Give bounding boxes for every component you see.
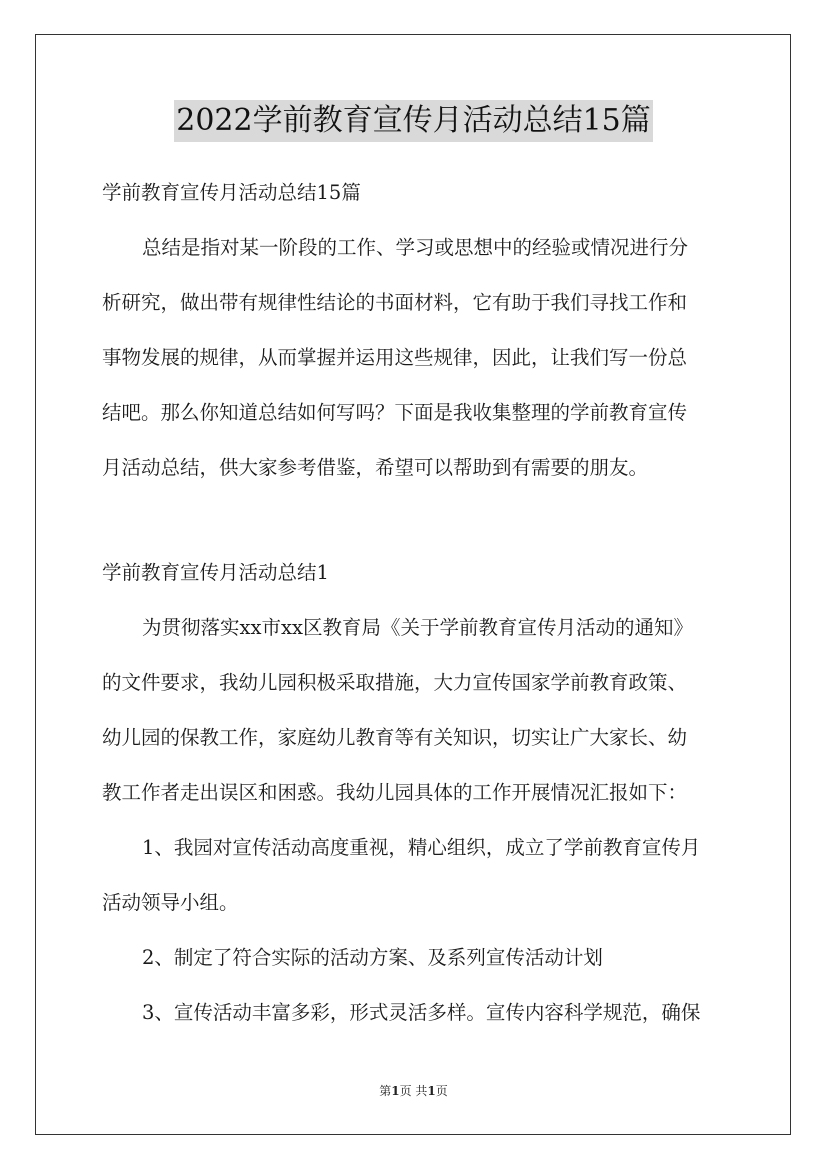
- intro-line: 事物发展的规律，从而掌握并运用这些规律，因此，让我们写一份总: [102, 346, 688, 369]
- paragraph-gap: [102, 495, 726, 545]
- section-line: 为贯彻落实xx市xx区教育局《关于学前教育宣传月活动的通知》: [142, 616, 693, 639]
- page-prefix: 第: [379, 1084, 392, 1098]
- document-body: [102, 165, 726, 1040]
- list-item-line: 1、我园对宣传活动高度重视，精心组织，成立了学前教育宣传月: [142, 836, 701, 859]
- title-container: [0, 100, 827, 142]
- document-subtitle: 学前教育宣传月活动总结15篇: [102, 181, 361, 204]
- list-item-line: 2、制定了符合实际的活动方案、及系列宣传活动计划: [142, 946, 603, 969]
- section-line: 教工作者走出误区和困惑。我幼儿园具体的工作开展情况汇报如下：: [102, 781, 688, 804]
- document-title: 2022学前教育宣传月活动总结15篇: [174, 100, 653, 142]
- page-suffix: 页: [435, 1084, 448, 1098]
- intro-line: 结吧。那么你知道总结如何写吗？下面是我收集整理的学前教育宣传: [102, 401, 688, 424]
- section-line: 的文件要求，我幼儿园积极采取措施，大力宣传国家学前教育政策、: [102, 671, 688, 694]
- page-total: 1: [427, 1084, 436, 1098]
- list-item-line: 活动领导小组。: [102, 891, 239, 914]
- page-mid: 页 共: [399, 1084, 428, 1098]
- section-line: 幼儿园的保教工作，家庭幼儿教育等有关知识，切实让广大家长、幼: [102, 726, 688, 749]
- section-heading: 学前教育宣传月活动总结1: [102, 561, 329, 584]
- intro-line: 析研究，做出带有规律性结论的书面材料，它有助于我们寻找工作和: [102, 291, 688, 314]
- page-footer: [0, 1082, 827, 1100]
- page-current: 1: [391, 1084, 400, 1098]
- intro-line: 月活动总结，供大家参考借鉴，希望可以帮助到有需要的朋友。: [102, 456, 649, 479]
- list-item-line: 3、宣传活动丰富多彩，形式灵活多样。宣传内容科学规范，确保: [142, 1001, 701, 1024]
- intro-line: 总结是指对某一阶段的工作、学习或思想中的经验或情况进行分: [142, 236, 689, 259]
